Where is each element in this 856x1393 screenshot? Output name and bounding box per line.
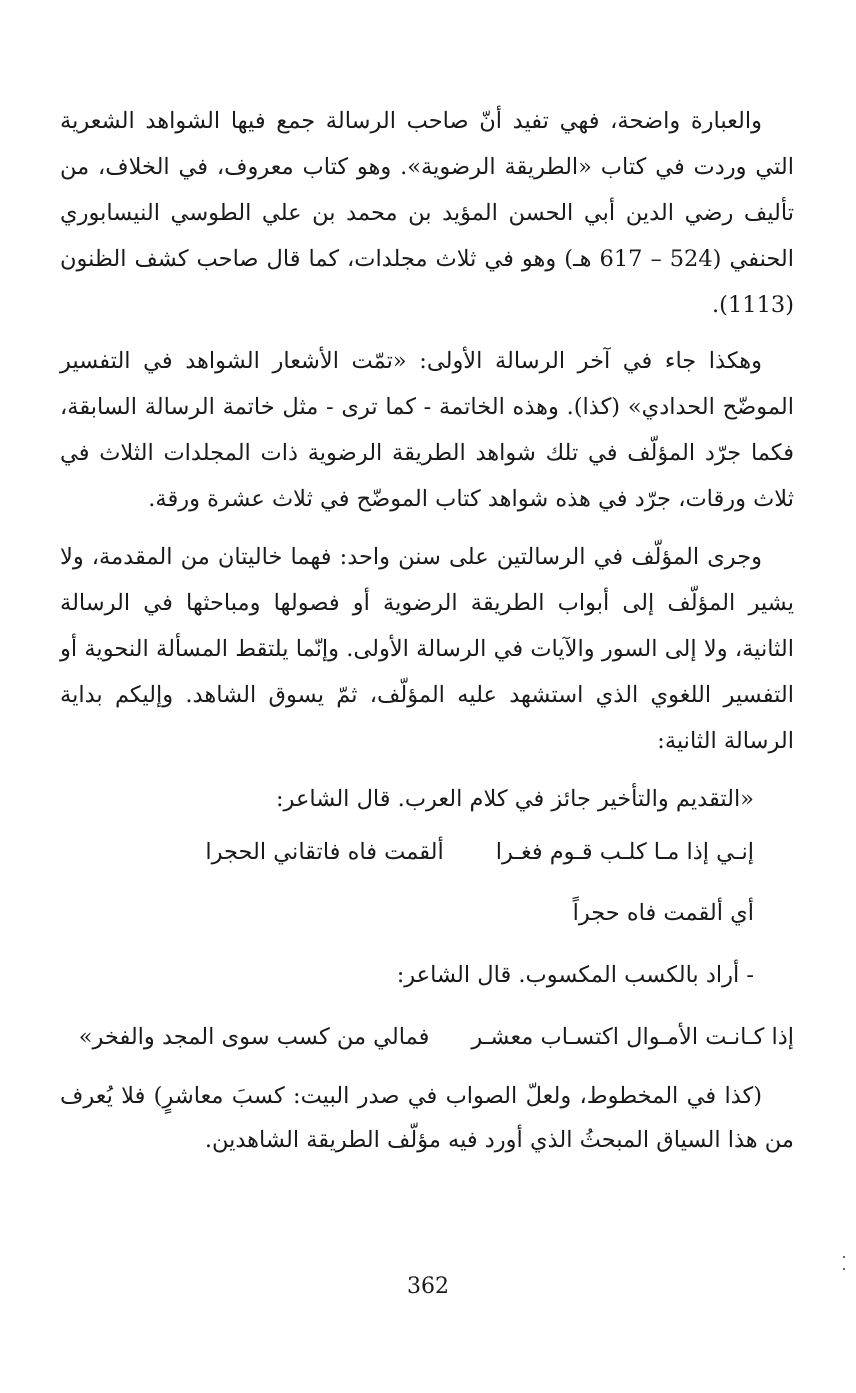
verse-1-gloss: أي ألقمت فاه حجراً — [572, 900, 754, 926]
paragraph-2: وهكذا جاء في آخر الرسالة الأولى: «تمّت الأشعار الشواهد في التفسير الموضّح الحدادي» (كذا). وهذه الخاتمة - كما ترى - مثل خاتمة الرسالة السابقة، فكما جرّد المؤلّف في تلك شواهد الطريقة الرضوية ذات المجلدات الثلاث في ثلاث ورقات، جرّد في هذه شواهد كتاب الموضّح في ثلاث عشرة ورقة. — [60, 348, 794, 512]
paragraph-1: والعبارة واضحة، فهي تفيد أنّ صاحب الرسالة جمع فيها الشواهد الشعرية التي وردت في كتاب «الطريقة الرضوية». وهو كتاب معروف، في الخلاف، من تأليف رضي الدين أبي الحسن المؤيد بن محمد بن علي الطوسي النيسابوري الحنفي (524 – 617 هـ) وهو في ثلاث مجلدات، كما قال صاحب كشف الظنون (1113). — [60, 108, 794, 318]
margin-dot — [843, 1256, 845, 1258]
verse-2-hemistich-1: إذا كـانـت الأمـوال اكتسـاب معشـر — [471, 1024, 794, 1050]
page-number: 362 — [407, 1274, 449, 1299]
verse-1-hemistich-1: إنـي إذا مـا كلـب قـوم فغـرا — [495, 839, 754, 865]
verse-1 — [60, 822, 794, 882]
verse-1-hemistich-2: ألقمت فاه فاتقاني الحجرا — [205, 839, 444, 865]
margin-dot — [843, 1268, 845, 1270]
paragraph-3: وجرى المؤلّف في الرسالتين على سنن واحد: فهما خاليتان من المقدمة، ولا يشير المؤلّف إلى أبواب الطريقة الرضوية أو فصولها ومباحثها في الرسالة الثانية، ولا إلى السور والآيات في الرسالة الأولى. وإنّما يلتقط المسألة النحوية أو التفسير اللغوي الذي استشهد عليه المؤلّف، ثمّ يسوق الشاهد. وإليكم بداية الرسالة الثانية: — [60, 544, 794, 754]
quote-intro-2: - أراد بالكسب المكسوب. قال الشاعر: — [396, 962, 754, 988]
page-body — [60, 98, 794, 1162]
quotation-block — [60, 776, 794, 1068]
verse-2 — [60, 1006, 794, 1068]
quote-intro: «التقديم والتأخير جائز في كلام العرب. قال الشاعر: — [275, 786, 754, 812]
verse-2-hemistich-2: فمالي من كسب سوى المجد والفخر» — [78, 1024, 430, 1050]
editor-note: (كذا في المخطوط، ولعلّ الصواب في صدر البيت: كسبَ معاشرٍ) فلا يُعرف من هذا السياق المبحثُ الذي أورد فيه مؤلّف الطريقة الشاهدين. — [60, 1083, 794, 1153]
